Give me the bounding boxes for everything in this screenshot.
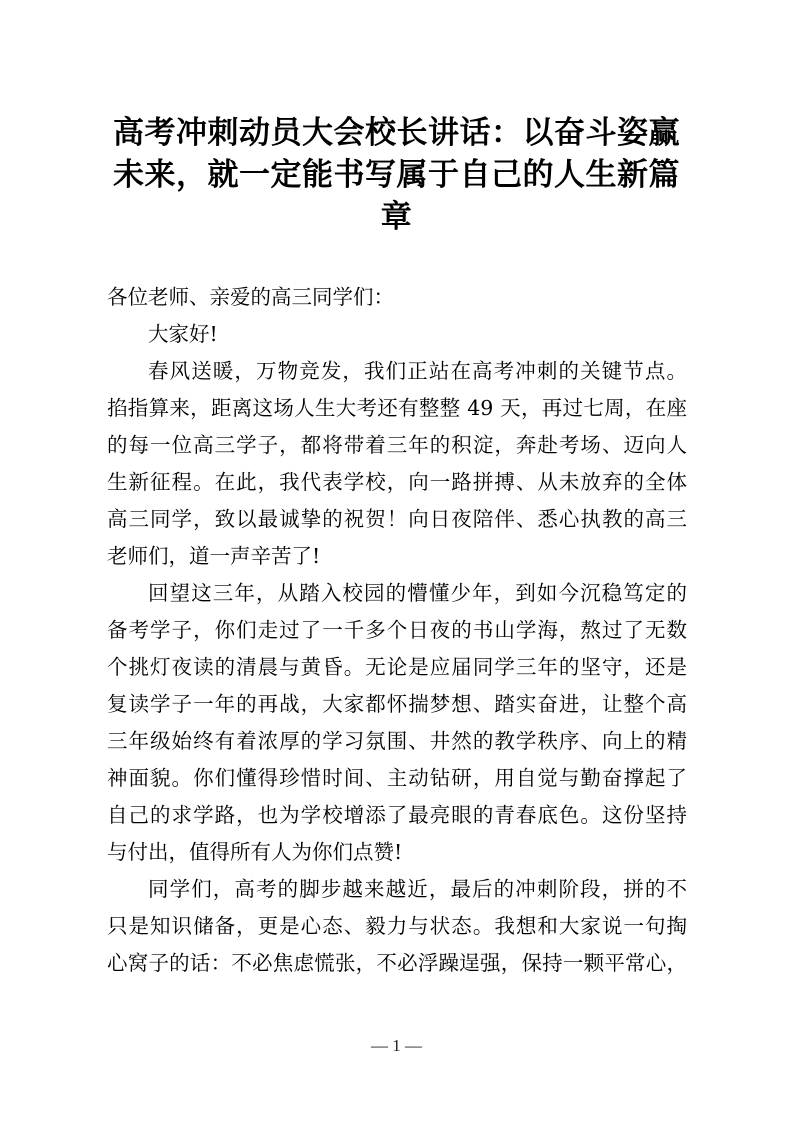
- page-number: — 1 —: [371, 1036, 422, 1055]
- body-line: 神面貌。你们懂得珍惜时间、主动钻研，用自觉与勤奋撑起了: [107, 766, 687, 790]
- body-line: 老师们，道一声辛苦了!: [107, 544, 321, 568]
- body-line: 的每一位高三学子，都将带着三年的积淀，奔赴考场、迈向人: [107, 433, 687, 457]
- body-line: 只是知识储备，更是心态、毅力与状态。我想和大家说一句掏: [107, 914, 687, 938]
- body-line: 同学们，高考的脚步越来越近，最后的冲刺阶段，拼的不: [148, 877, 687, 901]
- document-body: [107, 279, 687, 982]
- body-line: 回望这三年，从踏入校园的懵懂少年，到如今沉稳笃定的: [148, 581, 687, 605]
- body-line: 三年级始终有着浓厚的学习氛围、井然的教学秩序、向上的精: [107, 729, 687, 753]
- body-line: 个挑灯夜读的清晨与黄昏。无论是应届同学三年的坚守，还是: [107, 655, 687, 679]
- title-line-3: 章: [380, 199, 413, 235]
- body-line: 春风送暖，万物竞发，我们正站在高考冲刺的关键节点。: [148, 359, 687, 383]
- body-line: 备考学子，你们走过了一千多个日夜的书山学海，熬过了无数: [107, 618, 687, 642]
- body-line: 生新征程。在此，我代表学校，向一路拼搏、从未放弃的全体: [107, 470, 687, 494]
- title-line-2: 未来，就一定能书写属于自己的人生新篇: [113, 157, 680, 193]
- body-line: 高三同学，致以最诚挚的祝贺！向日夜陪伴、悉心执教的高三: [107, 507, 687, 531]
- body-line: 复读学子一年的再战，大家都怀揣梦想、踏实奋进，让整个高: [107, 692, 687, 716]
- document-title: [100, 112, 693, 238]
- body-line: 掐指算来，距离这场人生大考还有整整 49 天，再过七周，在座: [107, 396, 687, 420]
- body-line: 大家好!: [148, 322, 218, 346]
- body-line: 自己的求学路，也为学校增添了最亮眼的青春底色。这份坚持: [107, 803, 687, 827]
- body-line: 与付出，值得所有人为你们点赞!: [107, 840, 403, 864]
- body-line: 心窝子的话：不必焦虑慌张，不必浮躁逞强，保持一颗平常心，: [107, 951, 687, 975]
- title-line-1: 高考冲刺动员大会校长讲话：以奋斗姿赢: [113, 115, 680, 151]
- body-line: 各位老师、亲爱的高三同学们：: [107, 285, 394, 309]
